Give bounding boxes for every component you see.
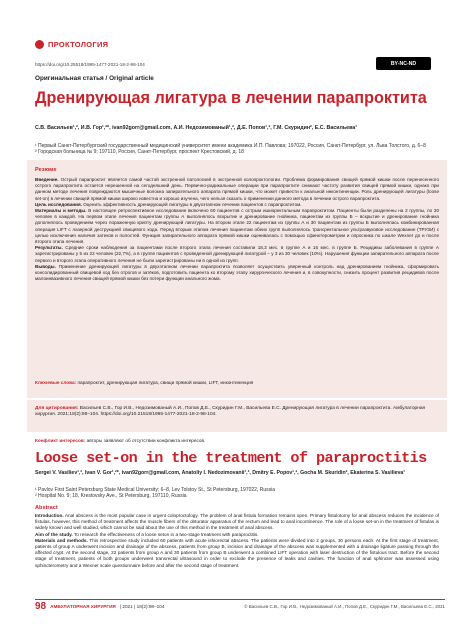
ru-keywords: Ключевые слова: парапроктит, дренирующая лигатура, свищи прямой кишки, LIFT, инконтиненция — [35, 380, 254, 385]
ru-abstract-title: Резюме — [35, 167, 57, 173]
copyright: © Васильев С.В., Гор И.В., Недозимованый А.И., Попов Д.Е., Скуридин Г.М., Васильева Е.С., 2021 — [244, 604, 445, 609]
ru-abstract-conclusions: Выводы. Применение дренирующей лигатуры в двухэтапном лечении парапроктита позволяет осуществить уверенный контроль над дренированием гнойника, сформировать консолидированный свищевой ход без отрогов и затёков, подготовить пациента ко второму этапу хирургического лечения и, в совокупности, снизить процент развития рецидивов после малоинвазивного лечения свищей прямой кишки без потери функции анального жома. — [35, 263, 439, 282]
page-number: 98 — [35, 601, 47, 612]
doi-link[interactable]: https://doi.org/10.25518/1995-1477-2021-18-2-98-104 — [35, 62, 145, 67]
en-abstract-intro: Introduction. Anal abscess is the most popular case in urgent coloproctology. The problem of anal fistula formation remains open. Primary fistulotomy for anal abscess reduces the incidence of fistulas, however, this method of treatment affects the muscle fibers of the obturator apparatus of the rectum and lead to anal incontinence. The role of a loose set-on in the treatment of fistulas is widely known and well studied, which cannot be said about the use of this method in the treatment of anal abscess. — [35, 513, 440, 531]
footer-divider — [35, 599, 445, 600]
journal-name: АМБУЛАТОРНАЯ ХИРУРГИЯ — [50, 604, 116, 609]
article-type: Оригинальная статья / Original article — [35, 75, 154, 82]
en-abstract-title: Abstract — [35, 505, 58, 511]
en-affiliations — [35, 487, 439, 500]
section-tag: ПРОКТОЛОГИЯ — [48, 40, 109, 49]
section-header — [35, 40, 108, 49]
license-badge[interactable] — [376, 57, 431, 70]
ru-authors: С.В. Васильев¹,², И.В. Гор¹,²*, ivan92gorr@gmail.com, А.И. Недозимованый¹,², Д.Е. Попов¹,², Г.М. Скуридин², Е.С. Васильева¹ — [35, 125, 357, 131]
ru-affiliation-2: ² Городская больница № 9; 197110, Россия, Санкт-Петербург, проспект Крестовский, д. 18 — [35, 149, 244, 156]
license-text: BY-NC-ND — [390, 60, 417, 67]
journal-issue: | 2021 | 18(2):98–104 — [119, 604, 165, 609]
page-footer — [35, 601, 445, 612]
citation-text[interactable]: Васильев С.В., Гор И.В., Недозимованый А.И., Попов Д.Е., Скуридин Г.М., Васильева Е.С. Дренирующая лигатура в лечении парапроктита. Амбулаторная хирургия. 2021;18(2):98–104. https://doi.org/10.21518/1995-1477-2021-18-2-98-104. — [35, 406, 426, 418]
ru-abstract-intro: Введение. Острый парапроктит является самой частой экстренной патологией в экстренной колопроктологии. Проблема формирования свищей прямой кишки после перенесенного острого парапроктита остается нерешенной на сегодняшний день. Первично-радикальные операции при парапроктите снижают частоту развития свищей прямой кишки, однако при данном методе лечения повреждаются мышечные волокна запирательного аппарата прямой кишки, что может привести к анальной инконтиненции. Роль дренирующей лигатуры (loose set-on) в лечении свищей прямой кишки широко известна и хорошо изучена, чего нельзя сказать о применении данного метода в лечении острого парапроктита. — [35, 177, 439, 201]
en-abstract — [35, 513, 439, 569]
ru-abstract — [35, 177, 439, 282]
en-affiliation-1: ¹ Pavlov First Saint Petersburg State Medical University; 6–8, Lev Tolstoy St., St Petersburg, 197022, Russia — [35, 487, 276, 493]
ru-affiliations — [35, 143, 445, 156]
conflict-of-interest: Конфликт интересов: авторы заявляют об отсутствии конфликта интересов. — [35, 438, 206, 443]
en-affiliation-2: ² Hospital No. 9; 18, Krestovsky Ave., St Petersburg, 197110, Russia — [35, 493, 187, 500]
section-bullet-icon — [35, 40, 44, 49]
en-authors: Sergei V. Vasiliev¹,², Ivan V. Gor¹,²*, ivan92gorr@gmail.com, Anatoliy I. Nedozimovanii¹,², Dmitry E. Popov¹,², Gocha M. Skuridin², Ekaterina S. Vasilieva¹ — [35, 470, 406, 476]
ru-abstract-methods: Материалы и методы. В настоящее ретроспективное исследование включено 60 пациентов с острым ишиоректальным парапроктитом. Пациенты были разделены на 2 группы, по 30 человек в каждой. На первом этапе лечения пациентам группы А выполнялось вскрытие и дренирование гнойника, пациентам из группы Б – вскрытие и дренирование гнойника дополнялось проведением через пораженную крипту дренирующей лигатуры. На втором этапе 22 пациентам из группы А и 30 пациентам из группы Б выполнялась комбинированная операция LIFT с лазерной деструкцией свищевого хода. Перед вторым этапом лечения пациентам обеих групп выполнялось трансректальное ультразвуковое исследование (ТРУЗИ) с целью исключения наличия затеков и полостей. Функция запирательного аппарата прямой кишки оценивалась с помощью сфинктерометрии и опросника по шкале Wexner до и после второго этапа лечения. — [35, 208, 439, 245]
en-abstract-methods: Materials and methods. This retrospective study included 60 patients with acute ishiorectal abscess. The patients were divided into 2 groups, 30 persons each. At the first stage of treatment, patients of group A underwent incision and drainage of the abscess, patients from group B, incision and drainage of the abscess was supplemented with a drainage ligature passing through the affected crypt. At the second stage, 22 patients from group A and 30 patients from group B underwent a combined LIFT operation with laser destruction of the fistulous tract. Before the second stage of treatment, patients of both groups underwent transrectal ultrasound in order to exclude the presence of leaks and cavities. The function of anal sphincter was assessed using sphincterometry and a Wexner scale questionnaire before and after the second stage of treatment. — [35, 537, 440, 568]
ru-affiliation-1: ¹ Первый Санкт-Петербургский государственный медицинский университет имени академика И.П. Павлова; 197022, Россия, Санкт-Петербург, ул. Льва Толстого, д. 6–8 — [35, 143, 426, 149]
ru-abstract-aim: Цель исследования. Оценить эффективность дренирующей лигатуры в двухэтапном лечении пациентов с парапроктитом. — [35, 201, 302, 207]
en-title: Loose set-on in the treatment of paraproctitis — [35, 449, 427, 467]
ru-abstract-results: Результаты. Средние сроки наблюдения за пациентами после второго этапа лечения составили 18,3 мес. в группе А и 16 мес. в группе Б. Рецидивы заболевания в группе А зарегистрированы у 5 из 22 человек (22,7%), а в группе пациентов с проведенной дренирующей лигатурой – у 3 из 30 человек (10%). Нарушения функции запирательного аппарата после первого и второго этапа оперативного лечения не были зарегистрированы ни в одной из групп. — [35, 245, 439, 263]
ru-title: Дренирующая лигатура в лечении парапроктита — [35, 89, 427, 107]
citation: Для цитирования: Васильев С.В., Гор И.В., Недозимованый А.И., Попов Д.Е., Скуридин Г.М., Васильева Е.С. Дренирующая лигатура в лечении парапроктита. Амбулаторная хирургия. 2021;18(2):98–104. https://doi.org/10.21518/1995-1477-2021-18-2-98-104. — [35, 406, 426, 418]
en-abstract-aim: Aim of the study. To research the effectiveness of a loose seton in a two-stage treatment with paraproctitis. — [35, 531, 259, 537]
